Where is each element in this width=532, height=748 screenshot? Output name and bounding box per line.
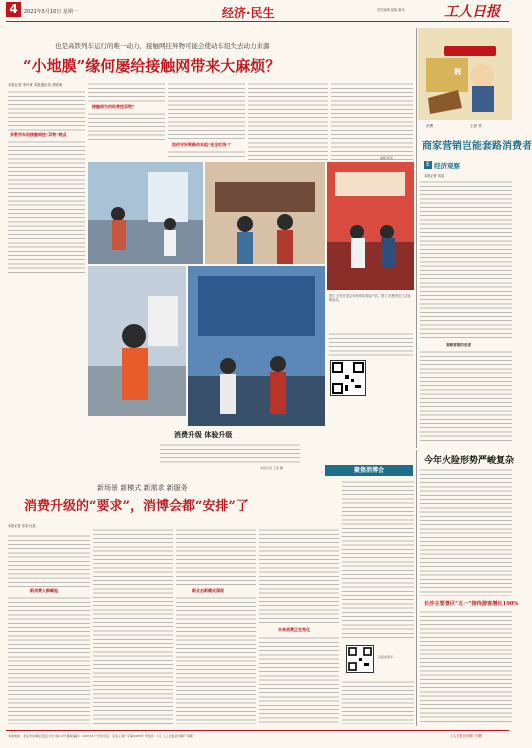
cartoon-illustration	[418, 28, 512, 120]
feature-column-4	[259, 528, 339, 626]
footer-brand: 工人日报社印刷厂印刷	[450, 734, 482, 738]
lead-column-3	[168, 82, 245, 142]
qr-code[interactable]	[330, 360, 366, 396]
feature-qr-label: 扫码看更多	[378, 655, 394, 659]
commentary-headline: 商家营销岂能套路消费者	[422, 141, 532, 152]
brief2-body	[420, 610, 512, 724]
feature-column-3	[176, 528, 256, 588]
feature-subhead-3: 未来消费正在变化	[278, 627, 310, 632]
photo-side-caption: 图① 市民在展会现场体验智能产品。图② 消费者在门店选购商品。	[329, 294, 411, 303]
photo-child	[88, 266, 186, 416]
commentary-subhead: 套路营销的危害	[446, 343, 472, 347]
feature-kicker: 新场景 新模式 新需求 新服务	[97, 484, 188, 492]
cartoon-caption: 消费	[426, 124, 434, 128]
feature-column-5	[342, 480, 414, 640]
photo-expo-booth	[88, 162, 203, 264]
lead-editor: 编辑 陈某	[380, 156, 393, 160]
feature-column-3b	[176, 596, 256, 724]
commentary-column-title: 经济观察	[434, 161, 460, 170]
cartoon-drawing	[418, 28, 512, 120]
banner-label: 聚焦消博会	[353, 467, 384, 474]
brief1-body	[420, 468, 512, 596]
lead-subhead-1: 多数列车因接触网挂“异物”晚点	[10, 132, 67, 137]
photo-right	[327, 162, 414, 290]
photo-block-caption	[160, 443, 300, 465]
page-number: 4	[6, 2, 21, 17]
column-divider-2	[416, 450, 417, 726]
photo-bottom-left	[88, 266, 186, 416]
editor-line: 责任编辑 郝凯 谢伟	[377, 8, 405, 12]
lead-subhead-3: 如何守好铁路动车组“安全红线”？	[172, 142, 233, 147]
lead-column-1	[8, 90, 85, 132]
lead-subhead-2: 接触网为何经常挂异物？	[92, 104, 136, 109]
feature-column-2	[93, 528, 173, 724]
banner-strip	[325, 465, 413, 476]
lead-column-5	[331, 82, 413, 160]
feature-column-1b	[8, 596, 90, 724]
photo-credit: 本报记者 王某 摄	[260, 466, 283, 470]
section-title: 经济·民生	[222, 6, 275, 20]
commentary-column-label	[424, 160, 460, 170]
brief2-headline: 长沙主要景区“五一”接待游客增长190%	[424, 601, 519, 607]
lead-column-2b	[88, 112, 165, 142]
lead-column-4	[248, 82, 328, 160]
page-header	[0, 0, 515, 28]
photo-crowd	[188, 266, 325, 426]
photo-top-right	[205, 162, 325, 264]
lead-headline: “小地膜”缘何屡给接触网带来大麻烦？	[23, 57, 281, 75]
photo-block-title: 消费升级 体验升级	[174, 430, 233, 439]
commentary-body-2	[420, 350, 512, 442]
feature-qr-pattern	[347, 646, 373, 672]
column-divider	[416, 28, 417, 448]
photo-top-left	[88, 162, 203, 264]
feature-column-5b	[342, 680, 414, 724]
lead-column-2	[88, 82, 165, 104]
feature-qr-code[interactable]	[346, 645, 374, 673]
footer-text: 本报地址：北京市东城区安定门外大街12号 邮政编码：100718 广告许可证：京东工商广字第0085号 零售价：1元 工人日报社印刷厂印刷	[8, 734, 193, 738]
lead-column-3b	[168, 150, 245, 160]
masthead-logo: 工人日报	[444, 4, 500, 20]
feature-subhead-1: 新消费人群崛起	[30, 588, 58, 593]
commentary-body	[420, 180, 512, 340]
qr-code-pattern	[331, 361, 365, 395]
cartoon-sign: 润	[454, 67, 461, 76]
photo-stage	[327, 162, 414, 290]
lead-byline: 本报记者 李丹青 本报通讯员 刘锐璋	[8, 83, 63, 87]
feature-column-1	[8, 534, 90, 588]
photo-visitors	[205, 162, 325, 264]
commentary-byline: 本报记者 刘某	[424, 174, 445, 178]
page-date: 2021年5月10日 星期一	[24, 9, 78, 15]
feature-subhead-2: 新业态新模式涌现	[192, 588, 224, 593]
photo-side-caption-2	[329, 332, 413, 356]
feature-headline: 消费升级的“要求”，消博会都“安排”了	[24, 499, 249, 514]
footer-rule	[6, 730, 509, 731]
brief1-headline: 今年火险形势严峻复杂	[424, 456, 515, 466]
commentary-badge-icon: E	[424, 161, 432, 169]
header-rule	[6, 21, 509, 22]
feature-byline: 本报记者 邹某 杜某	[8, 524, 36, 528]
lead-kicker: 也是高铁列车运行的唯一动力，接触网挂异物可能会使动车组失去动力来源	[55, 42, 270, 50]
cartoon-author: 王铁 作	[470, 124, 482, 128]
feature-column-4b	[259, 636, 339, 724]
photo-bottom-right	[188, 266, 325, 426]
lead-column-1b	[8, 140, 85, 275]
